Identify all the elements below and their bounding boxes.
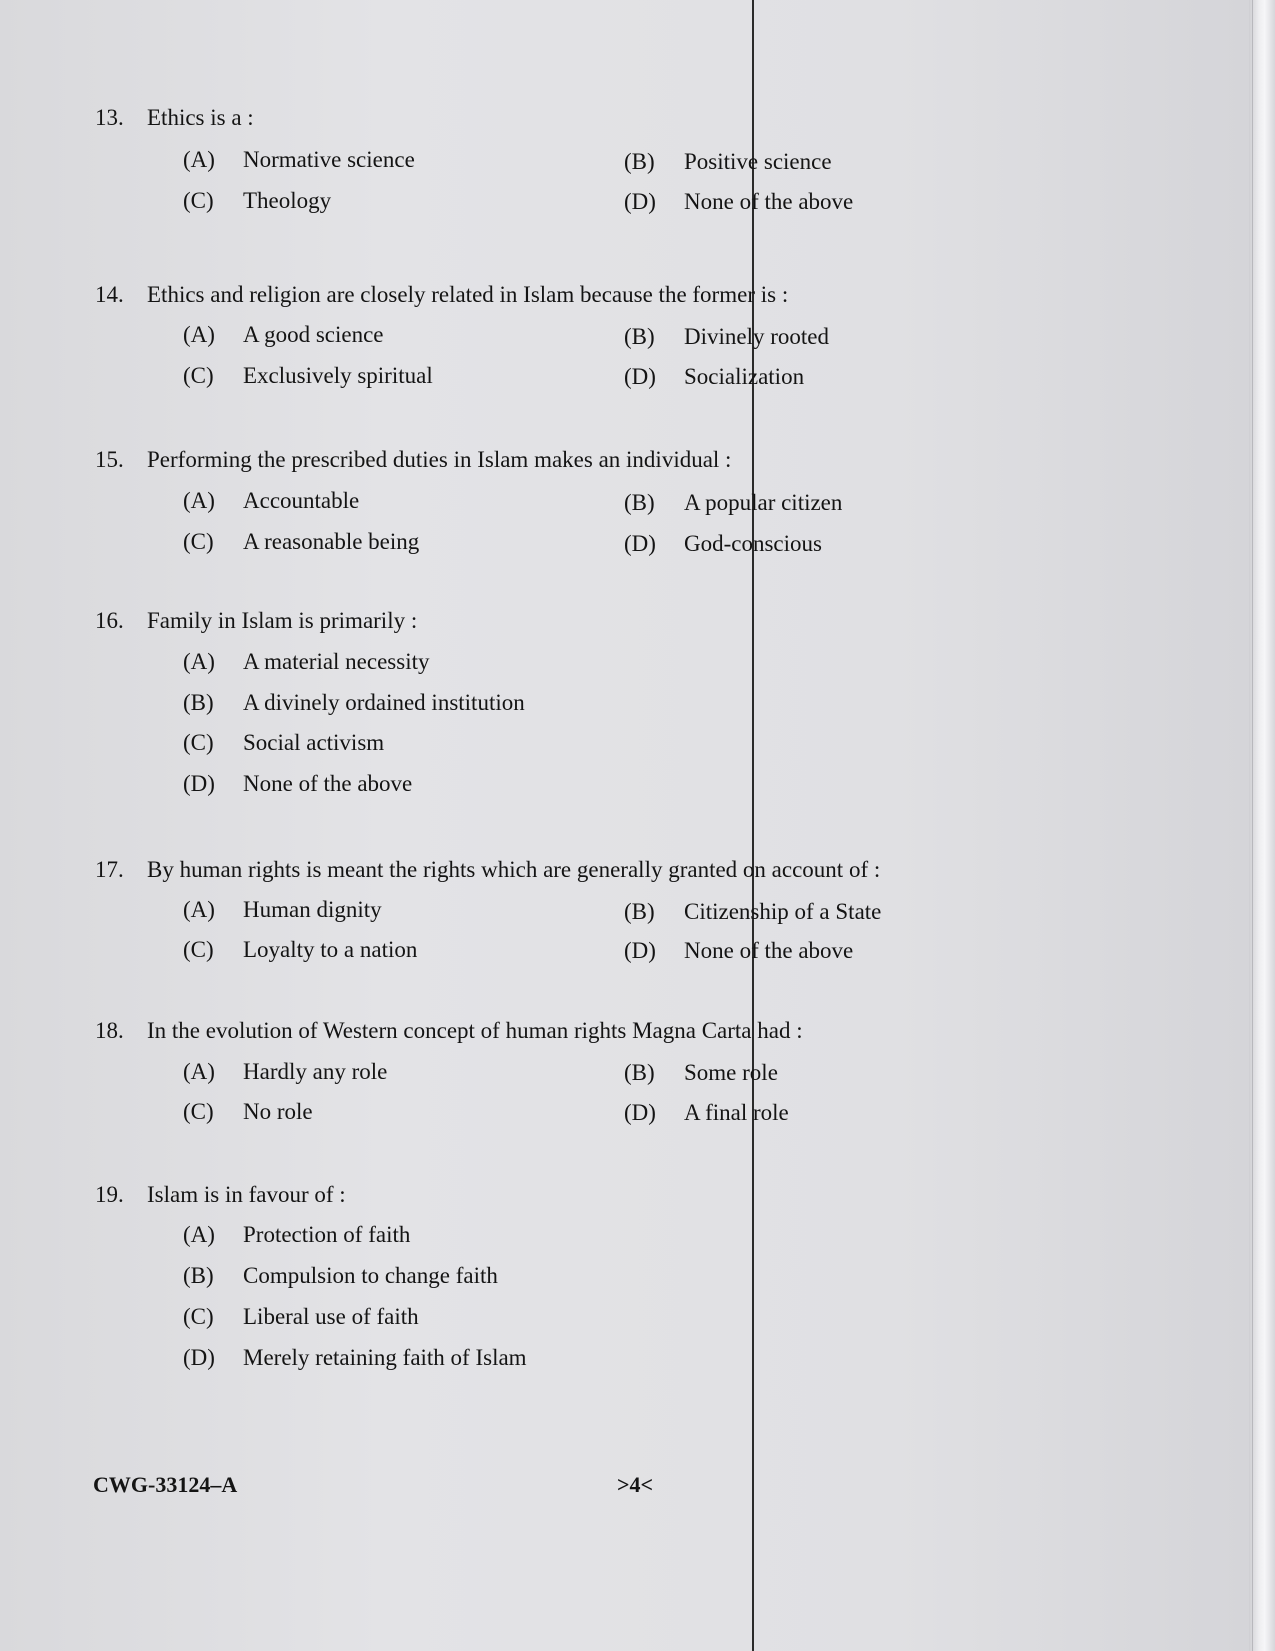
question-number: 17. <box>95 857 124 882</box>
question-stem <box>95 1016 803 1046</box>
question-number: 16. <box>95 608 124 633</box>
question-text: Islam is in favour of : <box>147 1182 346 1207</box>
option-text: Merely retaining faith of Islam <box>243 1345 527 1370</box>
option-text: God-conscious <box>684 531 822 556</box>
option-text: Positive science <box>684 149 832 174</box>
option-text: Theology <box>243 188 332 213</box>
option-a <box>183 486 359 516</box>
option-c <box>183 527 419 557</box>
option-c <box>183 361 433 391</box>
option-letter: (A) <box>183 488 215 513</box>
option-text: Compulsion to change faith <box>243 1263 498 1288</box>
option-letter: (D) <box>183 1345 215 1370</box>
option-d <box>183 1343 527 1373</box>
option-text: A popular citizen <box>684 490 843 515</box>
option-text: Socialization <box>684 364 805 389</box>
option-b <box>624 897 881 927</box>
question-text: By human rights is meant the rights which are generally granted on account of : <box>147 857 881 882</box>
option-d <box>624 936 853 966</box>
option-b <box>624 1058 778 1088</box>
option-d <box>183 769 412 799</box>
option-d <box>624 1098 789 1128</box>
option-a <box>183 320 384 350</box>
option-text: None of the above <box>684 938 854 963</box>
question-number: 15. <box>95 447 124 472</box>
option-letter: (D) <box>624 189 656 214</box>
option-text: Liberal use of faith <box>243 1304 419 1329</box>
option-text: Human dignity <box>243 897 382 922</box>
option-letter: (C) <box>183 1304 214 1329</box>
option-c <box>183 1302 419 1332</box>
option-letter: (A) <box>183 147 215 172</box>
question-stem <box>95 606 417 636</box>
option-c <box>183 186 331 216</box>
question-stem <box>95 855 880 885</box>
option-text: Exclusively spiritual <box>243 363 433 388</box>
option-a <box>183 895 382 925</box>
option-letter: (C) <box>183 1099 214 1124</box>
option-d <box>624 187 853 217</box>
option-text: A final role <box>684 1100 789 1125</box>
question-number: 14. <box>95 282 124 307</box>
option-text: Social activism <box>243 730 385 755</box>
option-letter: (B) <box>624 490 655 515</box>
option-b <box>183 1261 498 1291</box>
booklet-code: CWG-33124–A <box>93 1472 238 1497</box>
option-text: Loyalty to a nation <box>243 937 418 962</box>
option-letter: (C) <box>183 529 214 554</box>
question-text: Family in Islam is primarily : <box>147 608 418 633</box>
option-letter: (D) <box>183 771 215 796</box>
option-letter: (C) <box>183 937 214 962</box>
option-text: Normative science <box>243 147 415 172</box>
option-b <box>624 147 832 177</box>
option-letter: (A) <box>183 1059 215 1084</box>
option-letter: (B) <box>624 899 655 924</box>
option-c <box>183 728 384 758</box>
option-letter: (A) <box>183 649 215 674</box>
fold-line <box>752 0 754 1651</box>
option-text: A reasonable being <box>243 529 420 554</box>
option-a <box>183 1057 387 1087</box>
question-stem <box>95 280 788 310</box>
question-text: Ethics is a : <box>147 105 254 130</box>
option-letter: (A) <box>183 897 215 922</box>
option-text: A material necessity <box>243 649 430 674</box>
option-text: No role <box>243 1099 313 1124</box>
option-b <box>183 688 525 718</box>
option-letter: (B) <box>183 690 214 715</box>
question-number: 19. <box>95 1182 124 1207</box>
option-letter: (C) <box>183 730 214 755</box>
option-letter: (A) <box>183 1222 215 1247</box>
question-text: In the evolution of Western concept of human rights Magna Carta had : <box>147 1018 803 1043</box>
option-text: None of the above <box>684 189 854 214</box>
question-stem <box>95 445 731 475</box>
option-text: Divinely rooted <box>684 324 829 349</box>
option-letter: (B) <box>183 1263 214 1288</box>
option-text: Citizenship of a State <box>684 899 882 924</box>
option-letter: (C) <box>183 188 214 213</box>
option-text: Some role <box>684 1060 778 1085</box>
option-d <box>624 362 804 392</box>
option-text: None of the above <box>243 771 413 796</box>
option-letter: (A) <box>183 322 215 347</box>
option-letter: (B) <box>624 1060 655 1085</box>
option-text: A divinely ordained institution <box>243 690 525 715</box>
page-number: >4< <box>617 1472 654 1497</box>
option-a <box>183 145 415 175</box>
option-text: Accountable <box>243 488 360 513</box>
option-text: Hardly any role <box>243 1059 388 1084</box>
option-d <box>624 529 822 559</box>
page-edge-line <box>1252 0 1253 1651</box>
question-number: 18. <box>95 1018 124 1043</box>
question-stem <box>95 103 254 133</box>
option-text: Protection of faith <box>243 1222 411 1247</box>
option-b <box>624 322 829 352</box>
option-letter: (D) <box>624 364 656 389</box>
option-letter: (D) <box>624 531 656 556</box>
option-b <box>624 488 842 518</box>
option-text: A good science <box>243 322 384 347</box>
option-a <box>183 1220 410 1250</box>
option-a <box>183 647 430 677</box>
question-number: 13. <box>95 105 124 130</box>
option-letter: (D) <box>624 938 656 963</box>
option-c <box>183 935 417 965</box>
option-letter: (B) <box>624 149 655 174</box>
option-letter: (D) <box>624 1100 656 1125</box>
question-stem <box>95 1180 346 1210</box>
option-letter: (B) <box>624 324 655 349</box>
option-letter: (C) <box>183 363 214 388</box>
option-c <box>183 1097 313 1127</box>
question-text: Performing the prescribed duties in Islam makes an individual : <box>147 447 732 472</box>
question-text: Ethics and religion are closely related in Islam because the former is : <box>147 282 789 307</box>
